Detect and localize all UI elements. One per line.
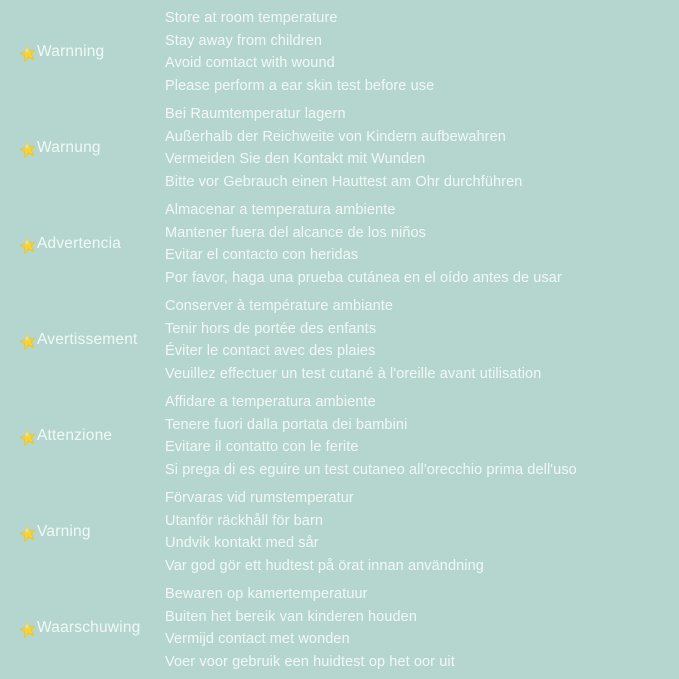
warning-line: Undvik kontakt med sår [165, 535, 319, 551]
warning-label-text: Warnning [37, 43, 105, 60]
warning-line: Please perform a ear skin test before use [165, 77, 435, 94]
warning-label-group [0, 4, 165, 100]
warning-lines [165, 292, 679, 388]
warning-line: Conserver à température ambiante [165, 298, 394, 314]
warning-label-text: Varning [37, 523, 91, 540]
warning-line: Avoid comtact with wound [165, 55, 335, 71]
warning-lines [165, 4, 679, 100]
warning-line: Buiten het bereik van kinderen houden [165, 608, 417, 625]
star-icon [18, 43, 38, 63]
warning-lines [165, 484, 679, 580]
warning-label-text: Advertencia [37, 235, 122, 252]
warning-line: Bei Raumtemperatur lagern [165, 106, 346, 122]
warning-line: Si prega di es eguire un test cutaneo all'orecchio prima dell'uso [165, 461, 577, 478]
warning-section-advertencia [0, 196, 679, 292]
warning-line: Evitare il contatto con le ferite [165, 439, 359, 455]
warning-line: Var god gör ett hudtest på örat innan användning [165, 557, 484, 574]
warning-line: Evitar el contacto con heridas [165, 247, 359, 263]
warning-label-group [0, 580, 165, 676]
warning-line: Vermijd contact met wonden [165, 631, 350, 647]
warning-line: Veuillez effectuer un test cutané à l'oreille avant utilisation [165, 365, 542, 382]
warning-line: Tenere fuori dalla portata dei bambini [165, 416, 408, 433]
warning-label-text: Warnung [37, 139, 101, 156]
warning-lines [165, 580, 679, 676]
warning-section-waarschuwing [0, 580, 679, 676]
star-icon [18, 331, 38, 351]
warning-line: Affidare a temperatura ambiente [165, 394, 376, 410]
warning-line: Stay away from children [165, 32, 323, 49]
warning-label-text: Avertissement [37, 331, 138, 348]
warning-line: Bitte vor Gebrauch einen Hauttest am Ohr durchführen [165, 173, 523, 190]
warning-label-text: Attenzione [37, 427, 113, 444]
warning-line: Por favor, haga una prueba cutánea en el oído antes de usar [165, 269, 562, 286]
warning-line: Utanför räckhåll för barn [165, 512, 324, 529]
warning-line: Vermeiden Sie den Kontakt mit Wunden [165, 151, 426, 167]
warning-line: Außerhalb der Reichweite von Kindern aufbewahren [165, 128, 506, 145]
star-icon [18, 523, 38, 543]
warning-label-group [0, 196, 165, 292]
star-icon [18, 619, 38, 639]
warning-label-group [0, 100, 165, 196]
star-icon [18, 235, 38, 255]
warning-section-warnung [0, 100, 679, 196]
warning-label-group [0, 484, 165, 580]
warning-lines [165, 196, 679, 292]
warning-label-text: Waarschuwing [37, 619, 141, 636]
warning-line: Bewaren op kamertemperatuur [165, 586, 368, 602]
warning-section-varning [0, 484, 679, 580]
star-icon [18, 427, 38, 447]
warning-section-attenzione [0, 388, 679, 484]
warning-line: Tenir hors de portée des enfants [165, 320, 377, 337]
warning-label-group [0, 388, 165, 484]
warning-line: Éviter le contact avec des plaies [165, 343, 376, 359]
warning-line: Almacenar a temperatura ambiente [165, 202, 396, 218]
warning-line: Voer voor gebruik een huidtest op het oor uit [165, 653, 455, 670]
warning-line: Mantener fuera del alcance de los niños [165, 224, 427, 241]
star-icon [18, 139, 38, 159]
warning-line: Store at room temperature [165, 10, 338, 26]
warning-line: Förvaras vid rumstemperatur [165, 490, 354, 506]
warning-lines [165, 100, 679, 196]
warning-section-avertissement [0, 292, 679, 388]
warning-lines [165, 388, 679, 484]
warning-label-group [0, 292, 165, 388]
warning-section-warnning [0, 4, 679, 100]
